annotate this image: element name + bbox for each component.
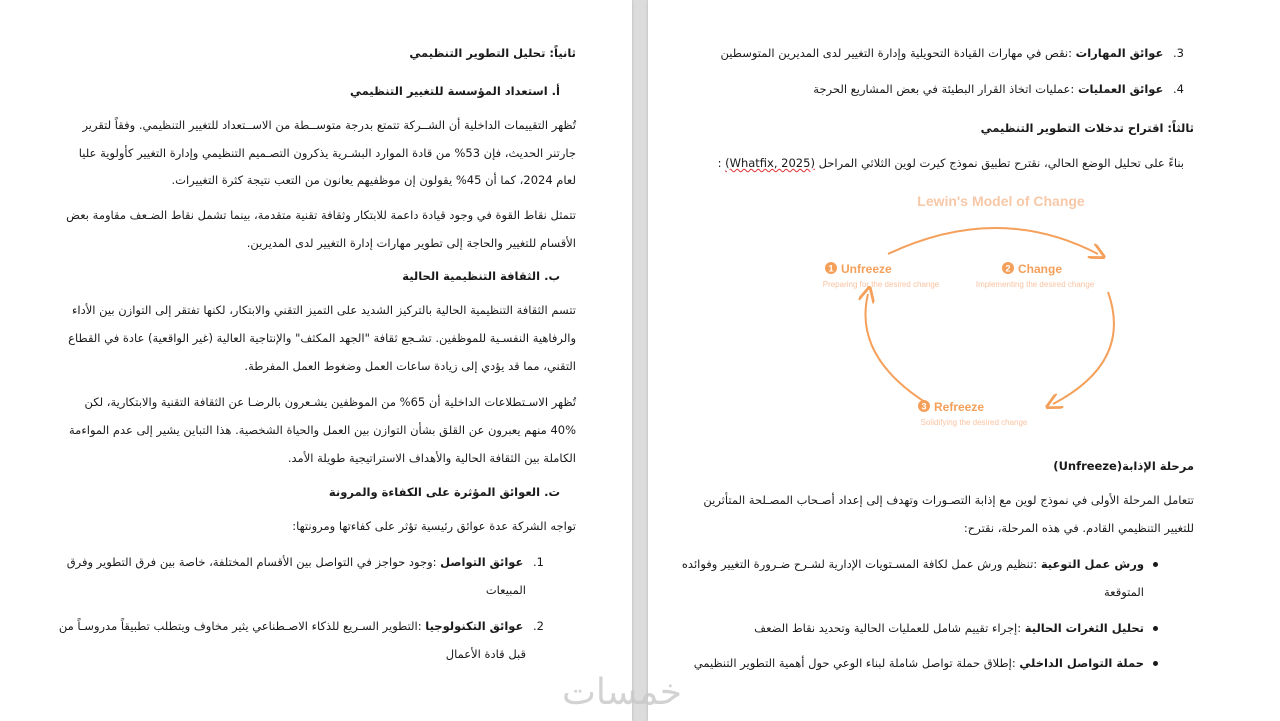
stage-refreeze <box>918 400 1028 427</box>
list-number: 1. <box>533 555 544 569</box>
lewin-model-diagram <box>798 182 1128 432</box>
paragraph-line: تواجه الشركة عدة عوائق رئيسية تؤثر على كفاءتها ومرونتها: <box>292 519 576 533</box>
subheading-c: ت. العوائق المؤثرة على الكفاءة والمرونة <box>328 485 560 499</box>
bullet-text: :إجراء تقييم شامل للعمليات الحالية وتحديد نقاط الضعف <box>754 621 1022 635</box>
document-page-left <box>0 0 632 721</box>
stage-description: Implementing the desired change <box>975 280 1095 289</box>
paragraph-line: تتمثل نقاط القوة في وجود قيادة داعمة للابتكار وثقافة تقنية متقدمة، بينما تشمل نقاط الضـعف مقاومة بعض <box>66 208 576 222</box>
bullet-label: حملة التواصل الداخلي <box>1019 656 1144 670</box>
bullet-label: ورش عمل التوعية <box>1040 557 1144 571</box>
paragraph-line: التقني، مما قد يؤدي إلى زيادة ساعات العمل وضغوط العمل المفرطة. <box>244 359 576 373</box>
stage-name: Unfreeze <box>841 262 892 276</box>
bullet-item <box>682 556 1144 572</box>
stage-description: Solidifying the desired change <box>920 418 1028 427</box>
list-label: عوائق العمليات <box>1077 82 1164 96</box>
bullet-text: :تنظيم ورش عمل لكافة المسـتويات الإدارية لشـرح ضـرورة التغيير وفوائده <box>681 557 1038 571</box>
stage-number: 1 <box>828 263 834 274</box>
bullet-dot <box>1153 661 1158 666</box>
watermark-logo: خمسات <box>562 672 683 713</box>
paragraph-line: للتغيير التنظيمي القادم. في هذه المرحلة، نقترح: <box>963 521 1194 535</box>
stage-change <box>976 262 1095 289</box>
arrow-unfreeze-to-change <box>888 228 1098 254</box>
intro-paragraph <box>718 155 1184 171</box>
intro-end: : <box>717 156 722 170</box>
diagram-title: Lewin's Model of Change <box>917 193 1085 209</box>
list-item-continuation: المبيعات <box>485 583 526 597</box>
list-label: عوائق التواصل <box>440 555 524 569</box>
paragraph-line: الكاملة بين الثقافة الحالية والأهداف الاستراتيجية طويلة الأمد. <box>287 451 576 465</box>
stage-number: 2 <box>1005 263 1011 274</box>
subheading-a: أ. استعداد المؤسسة للتغيير التنظيمي <box>349 84 560 98</box>
paragraph-line: 40% منهم يعبرون عن القلق بشأن التوازن بين العمل والحياة الشخصية. هذا التباين يشير إلى عدم المواءمة <box>69 423 576 437</box>
list-item <box>59 618 544 634</box>
stage-number: 3 <box>921 401 927 412</box>
bullet-item <box>754 620 1144 636</box>
bullet-continuation: المتوقعة <box>1104 585 1144 599</box>
list-number: 4. <box>1173 82 1184 96</box>
paragraph-line: لعام 2024، كما أن 45% يقولون إن موظفيهم يعانون من التعب نتيجة كثرة التغييرات. <box>171 173 576 187</box>
section-title: ثانياً: تحليل التطوير التنظيمي <box>409 46 576 60</box>
bullet-label: تحليل الثغرات الحالية <box>1024 621 1144 635</box>
stage-description: Preparing for the desired change <box>822 280 940 289</box>
section-title: ثالثاً: اقتراح تدخلات التطوير التنظيمي <box>980 121 1194 135</box>
list-text: :وجود حواجز في التواصل بين الأقسام المختلفة، خاصة بين فرق التطوير وفرق <box>66 555 437 569</box>
paragraph-line: والرفاهية النفسـية للموظفين. تشـجع ثقافة "الجهد المكثف" والإنتاجية العالية (غير الواقعية) عادة في القطاع <box>68 331 576 345</box>
paragraph-line: تُظهر التقييمات الداخلية أن الشــركة تتمتع بدرجة متوســطة من الاســتعداد للتغيير التنظيمي. وفقاً لتقرير <box>82 118 576 132</box>
bullet-dot <box>1153 562 1158 567</box>
list-item <box>813 81 1184 97</box>
stage-unfreeze <box>823 262 940 289</box>
paragraph-line: الأقسام للتغيير والحاجة إلى تطوير مهارات إدارة التغيير لدى المديرين. <box>246 236 576 250</box>
paragraph-line: تتعامل المرحلة الأولى في نموذج لوين مع إذابة التصـورات وتهدف إلى إعداد أصـحاب المصـلحة المتأثرين <box>703 493 1194 507</box>
paragraph-line: تُظهر الاسـتطلاعات الداخلية أن 65% من الموظفين يشـعرون بالرضـا عن الثقافة التقنية والابتكارية، لكن <box>84 395 576 409</box>
paragraph-line: تتسم الثقافة التنظيمية الحالية بالتركيز الشديد على التميز التقني والابتكار، لكنها تفتقر إلى التوازن بين الأداء <box>71 303 576 317</box>
bullet-item <box>694 655 1144 671</box>
phase-title: مرحلة الإذابة(Unfreeze) <box>1053 459 1194 473</box>
list-item <box>721 45 1184 61</box>
arrow-refreeze-to-unfreeze <box>866 294 929 404</box>
list-label: عوائق المهارات <box>1075 46 1164 60</box>
list-text: :عمليات اتخاذ القرار البطيئة في بعض المشاريع الحرجة <box>813 82 1075 96</box>
list-label: عوائق التكنولوجيا <box>425 619 524 633</box>
document-page-right <box>648 0 1280 721</box>
arrow-change-to-refreeze <box>1053 292 1114 404</box>
paragraph-line: جارتنر الحديث، فإن 53% من قادة الموارد البشـرية يذكرون التصـميم التنظيمي وإدارة التغيير كأولوية عليا <box>78 146 576 160</box>
bullet-text: :إطلاق حملة تواصل شاملة لبناء الوعي حول أهمية التطوير التنظيمي <box>693 656 1016 670</box>
stage-name: Refreeze <box>934 400 985 414</box>
stage-name: Change <box>1018 262 1063 276</box>
list-text: :نقص في مهارات القيادة التحويلية وإدارة التغيير لدى المديرين المتوسطين <box>720 46 1072 60</box>
list-text: :التطوير السـريع للذكاء الاصـطناعي يثير مخاوف ويتطلب تطبيقاً مدروسـاً من <box>58 619 422 633</box>
list-number: 3. <box>1173 46 1184 60</box>
list-number: 2. <box>533 619 544 633</box>
citation: (Whatfix, 2025) <box>725 156 815 170</box>
list-item <box>67 554 544 570</box>
list-item-continuation: قبل قادة الأعمال <box>445 647 526 661</box>
intro-text: بناءً على تحليل الوضع الحالي، نقترح تطبيق نموذج كيرت لوين الثلاثي المراحل <box>818 156 1184 170</box>
bullet-dot <box>1153 626 1158 631</box>
subheading-b: ب. الثقافة التنظيمية الحالية <box>402 269 560 283</box>
